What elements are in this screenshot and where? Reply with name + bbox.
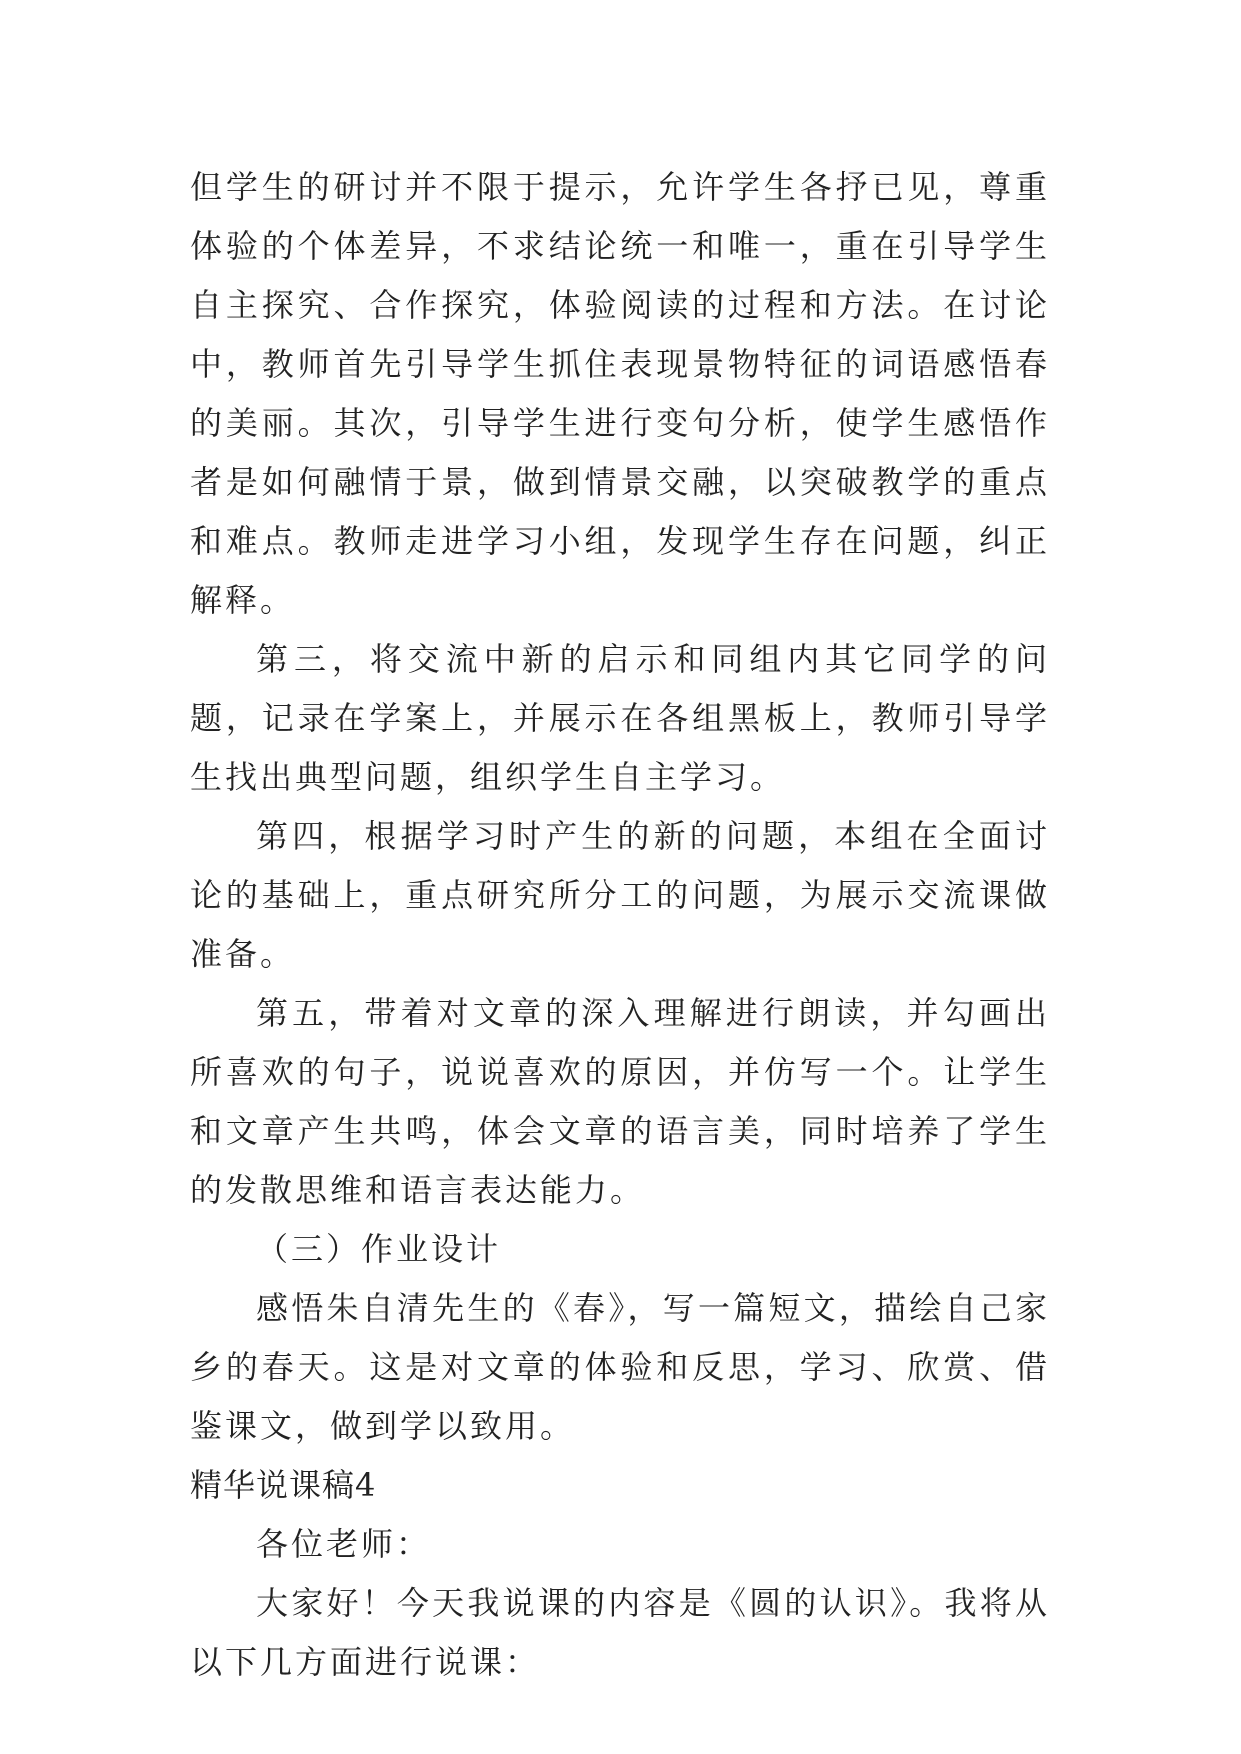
paragraph-intro: 大家好！今天我说课的内容是《圆的认识》。我将从以下几方面进行说课： [190, 1584, 1050, 1681]
document-body [190, 158, 1050, 1692]
paragraph-discussion: 但学生的研讨并不限于提示，允许学生各抒已见，尊重体验的个体差异，不求结论统一和唯一，重在引导学生自主探究、合作探究，体验阅读的过程和方法。在讨论中，教师首先引导学生抓住表现景物特征的词语感悟春的美丽。其次，引导学生进行变句分析，使学生感悟作者是如何融情于景，做到情景交融，以突破教学的重点和难点。教师走进学习小组，发现学生存在问题，纠正解释。 [190, 168, 1050, 619]
paragraph-step-four: 第四，根据学习时产生的新的问题，本组在全面讨论的基础上，重点研究所分工的问题，为展示交流课做准备。 [190, 817, 1050, 973]
greeting: 各位老师： [256, 1525, 432, 1563]
paragraph-homework: 感悟朱自清先生的《春》，写一篇短文，描绘自己家乡的春天。这是对文章的体验和反思，学习、欣赏、借鉴课文，做到学以致用。 [190, 1289, 1050, 1445]
document-title: 精华说课稿4 [190, 1466, 377, 1504]
paragraph-step-three: 第三，将交流中新的启示和同组内其它同学的问题，记录在学案上，并展示在各组黑板上，教师引导学生找出典型问题，组织学生自主学习。 [190, 640, 1050, 796]
paragraph-step-five: 第五，带着对文章的深入理解进行朗读，并勾画出所喜欢的句子，说说喜欢的原因，并仿写一个。让学生和文章产生共鸣，体会文章的语言美，同时培养了学生的发散思维和语言表达能力。 [190, 994, 1050, 1209]
section-heading: （三）作业设计 [256, 1230, 502, 1268]
